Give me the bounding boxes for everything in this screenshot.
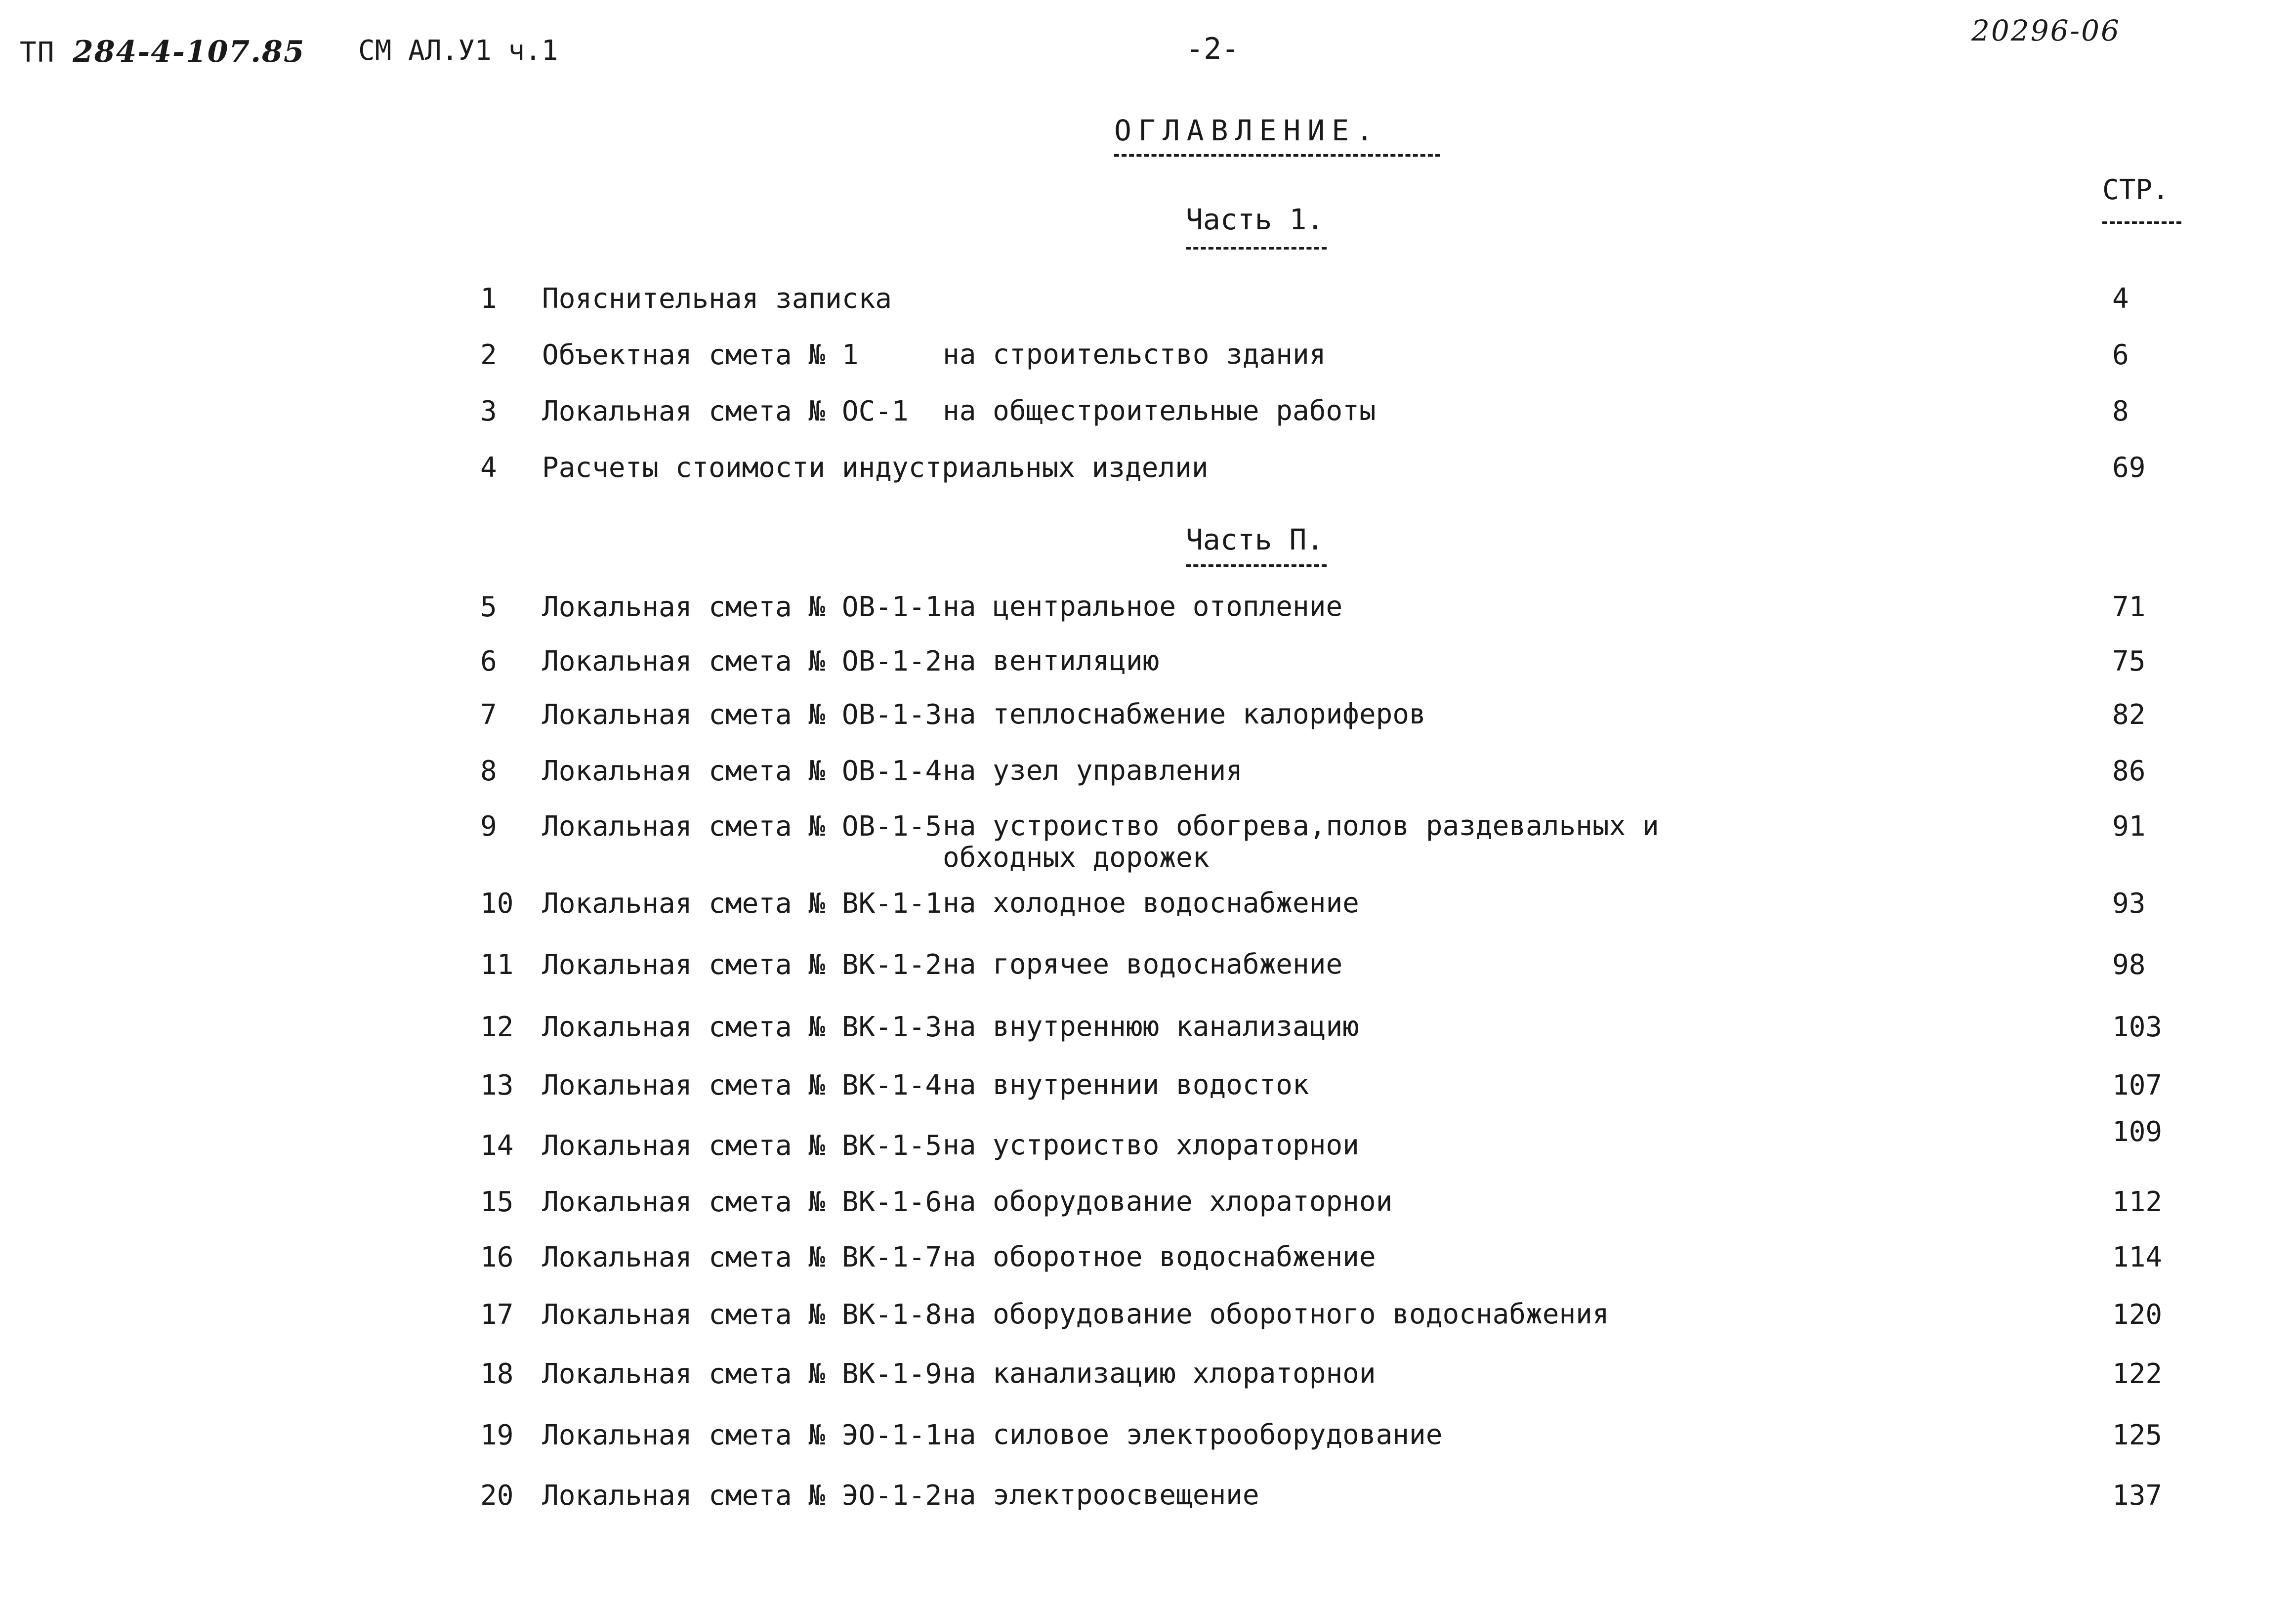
row-page: 82 <box>2112 699 2146 731</box>
part-1-heading: Часть 1. <box>1186 203 1324 236</box>
row-document: Локальная смета № ВК-1-4 <box>542 1069 942 1101</box>
row-number: 17 <box>480 1299 514 1331</box>
row-subject: на оборудование оборотного водоснабжения <box>943 1298 1609 1330</box>
row-number: 11 <box>480 949 514 981</box>
row-number: 1 <box>480 283 497 315</box>
row-subject: на внутреннюю канализацию <box>943 1011 1359 1043</box>
row-subject: на оборотное водоснабжение <box>943 1241 1376 1273</box>
row-number: 19 <box>480 1419 514 1451</box>
row-number: 3 <box>480 395 497 427</box>
row-document: Локальная смета № ВК-1-9 <box>542 1358 942 1390</box>
pages-column-header: СТР. <box>2102 174 2169 206</box>
row-subject: на внутреннии водосток <box>943 1069 1309 1101</box>
row-page: 8 <box>2112 395 2129 427</box>
doc-number: 284-4-107.85 <box>73 35 305 69</box>
row-page: 114 <box>2112 1241 2163 1273</box>
pages-header-underline <box>2102 221 2181 224</box>
row-subject: на вентиляцию <box>943 645 1160 677</box>
row-document: Пояснительная записка <box>542 283 892 315</box>
row-number: 12 <box>480 1011 514 1043</box>
row-subject: на устроиство хлораторнои <box>943 1129 1359 1161</box>
row-subject: на строительство здания <box>943 339 1326 371</box>
row-subject: на центральное отопление <box>943 591 1343 623</box>
row-number: 8 <box>480 755 497 787</box>
row-document: Локальная смета № ОВ-1-4 <box>542 755 942 787</box>
row-subject: на электроосвещение <box>943 1479 1259 1511</box>
row-document: Локальная смета № ОВ-1-5 <box>542 810 942 843</box>
row-document: Локальная смета № ЭО-1-2 <box>542 1480 942 1512</box>
row-document: Локальная смета № ВК-1-8 <box>542 1299 942 1331</box>
row-subject: на горячее водоснабжение <box>943 948 1343 980</box>
row-page: 98 <box>2112 949 2146 981</box>
row-document: Локальная смета № ОВ-1-2 <box>542 645 942 677</box>
row-document: Локальная смета № ВК-1-7 <box>542 1241 942 1273</box>
row-number: 18 <box>480 1358 514 1390</box>
title-underline <box>1114 154 1440 157</box>
row-subject: на узел управления <box>943 755 1243 787</box>
row-document: Локальная смета № ВК-1-1 <box>542 888 942 920</box>
row-document: Расчеты стоимости индустриальных изделии <box>542 452 1209 484</box>
row-number: 2 <box>480 339 497 371</box>
page-number: -2- <box>1186 32 1240 66</box>
row-number: 15 <box>480 1186 514 1218</box>
row-number: 7 <box>480 699 497 731</box>
row-document: Локальная смета № ОВ-1-1 <box>542 591 942 623</box>
row-document: Локальная смета № ВК-1-6 <box>542 1186 942 1218</box>
row-document: Локальная смета № ОС-1 <box>542 395 909 427</box>
row-subject: на теплоснабжение калориферов <box>943 698 1426 730</box>
row-page: 4 <box>2112 283 2129 315</box>
row-page: 120 <box>2112 1299 2163 1331</box>
row-number: 5 <box>480 591 497 623</box>
row-number: 14 <box>480 1130 514 1162</box>
doc-prefix: ТП <box>20 37 55 69</box>
row-page: 137 <box>2112 1480 2163 1512</box>
row-number: 16 <box>480 1241 514 1273</box>
row-page: 71 <box>2112 591 2146 623</box>
row-number: 4 <box>480 452 497 484</box>
row-subject: на общестроительные работы <box>943 395 1376 427</box>
part-2-underline <box>1186 564 1327 567</box>
row-subject: на канализацию хлораторнои <box>943 1357 1376 1390</box>
part-2-heading: Часть П. <box>1186 523 1324 556</box>
row-page: 107 <box>2112 1069 2163 1101</box>
doc-designation <box>20 35 305 69</box>
part-1-underline <box>1186 247 1327 250</box>
toc-title: ОГЛАВЛЕНИЕ. <box>1114 114 1380 147</box>
row-page: 91 <box>2112 810 2146 843</box>
row-page: 69 <box>2112 452 2146 484</box>
row-subject: на устроиство обогрева,полов раздевальных и обходных дорожек <box>943 810 1659 874</box>
row-page: 125 <box>2112 1419 2163 1451</box>
row-page: 6 <box>2112 339 2129 371</box>
row-number: 6 <box>480 645 497 677</box>
doc-code: СМ АЛ.У1 ч.1 <box>358 35 558 67</box>
row-subject: на холодное водоснабжение <box>943 887 1359 919</box>
row-page: 93 <box>2112 888 2146 920</box>
row-page: 109 <box>2112 1116 2163 1148</box>
row-number: 20 <box>480 1480 514 1512</box>
row-page: 86 <box>2112 755 2146 787</box>
row-page: 103 <box>2112 1011 2163 1043</box>
row-number: 9 <box>480 810 497 843</box>
row-subject: на силовое электрооборудование <box>943 1419 1443 1451</box>
row-number: 10 <box>480 888 514 920</box>
row-number: 13 <box>480 1069 514 1101</box>
row-document: Локальная смета № ОВ-1-3 <box>542 699 942 731</box>
archive-number: 20296-06 <box>1971 14 2121 47</box>
row-page: 112 <box>2112 1186 2163 1218</box>
row-page: 75 <box>2112 645 2146 677</box>
row-document: Локальная смета № ЭО-1-1 <box>542 1419 942 1451</box>
row-document: Локальная смета № ВК-1-5 <box>542 1130 942 1162</box>
row-subject: на оборудование хлораторнои <box>943 1186 1393 1218</box>
row-page: 122 <box>2112 1358 2163 1390</box>
row-document: Объектная смета № 1 <box>542 339 859 371</box>
row-document: Локальная смета № ВК-1-3 <box>542 1011 942 1043</box>
row-document: Локальная смета № ВК-1-2 <box>542 949 942 981</box>
